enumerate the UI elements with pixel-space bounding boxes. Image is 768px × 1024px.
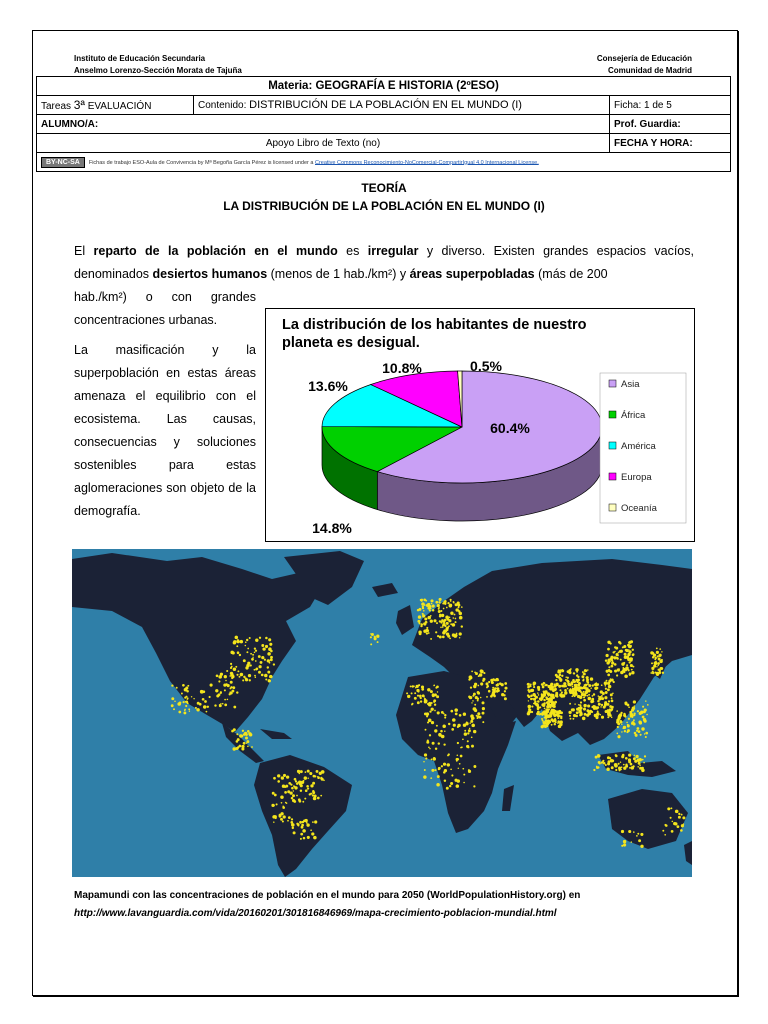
cc-license-icon: BY-NC-SA	[41, 157, 85, 168]
data-label-asia: 60.4%	[490, 420, 530, 436]
map-caption	[74, 887, 694, 923]
tareas-cell: Tareas 3ª EVALUACIÓN	[37, 96, 194, 115]
license-row	[37, 153, 731, 172]
legend-label-europa: Europa	[621, 472, 652, 483]
legend-label-asia: Asia	[621, 379, 640, 390]
school-header	[74, 53, 242, 77]
chart-title-line-1: La distribución de los habitantes de nuestro	[282, 317, 587, 333]
legend-label-oceanía: Oceanía	[621, 503, 657, 514]
date-time-field[interactable]: FECHA Y HORA:	[610, 134, 731, 153]
school-line-1: Instituto de Educación Secundaria	[74, 54, 206, 63]
caption-text: Mapamundi con las concentraciones de población en el mundo para 2050 (WorldPopulationHistory.org) en	[74, 890, 581, 901]
textbook-support-cell: Apoyo Libro de Texto (no)	[37, 134, 610, 153]
license-text: Fichas de trabajo ESO-Aula de Convivencia by Mª Begoña García Pérez is licensed under a	[88, 159, 315, 166]
intro-paragraph: El reparto de la población en el mundo es irregular y diverso. Existen grandes espacios vacíos, denominados desiertos humanos (menos de 1 hab./km²) y áreas superpobladas (más de 200	[74, 244, 694, 281]
data-label-europa: 10.8%	[382, 360, 422, 376]
data-label-oceanía: 0.5%	[470, 358, 502, 374]
legend-swatch-áfrica	[609, 411, 616, 418]
subject-cell: Materia: GEOGRAFÍA E HISTORIA (2ºESO)	[37, 77, 731, 96]
world-map-svg	[72, 549, 692, 877]
license-link[interactable]: Creative Commons Reconocimiento-NoComercial-CompartirIgual 4.0 Internacional License.	[314, 159, 539, 166]
world-population-map	[72, 549, 692, 877]
intro-continuation: hab./km²) o con grandes concentraciones urbanas.	[74, 290, 256, 327]
authority-line-2: Comunidad de Madrid	[608, 66, 692, 75]
data-label-áfrica: 14.8%	[312, 520, 352, 536]
worksheet-header-table	[36, 76, 731, 172]
data-label-américa: 13.6%	[308, 378, 348, 394]
legend-swatch-europa	[609, 473, 616, 480]
teacher-on-duty-field[interactable]: Prof. Guardia:	[610, 115, 731, 134]
contenido-cell: Contenido: DISTRIBUCIÓN DE LA POBLACIÓN EN EL MUNDO (I)	[194, 96, 610, 115]
pie-chart-svg	[266, 309, 694, 541]
masification-paragraph: La masificación y la superpoblación en estas áreas amenaza el equilibrio con el ecosistema. Las causas, consecuencias y soluciones sostenibles para estas aglomeraciones son objeto de la demografía.	[74, 343, 256, 518]
student-name-field[interactable]: ALUMNO/A:	[37, 115, 610, 134]
legend-swatch-américa	[609, 442, 616, 449]
chart-title-line-2: planeta es desigual.	[282, 335, 420, 351]
school-line-2: Anselmo Lorenzo-Sección Morata de Tajuña	[74, 66, 242, 75]
ficha-number-cell: Ficha: 1 de 5	[610, 96, 731, 115]
legend-swatch-asia	[609, 380, 616, 387]
legend-label-américa: América	[621, 441, 656, 452]
population-pie-chart	[265, 308, 695, 542]
theory-heading: TEORÍA	[361, 181, 407, 195]
side-text-column	[74, 286, 256, 523]
caption-url[interactable]: http://www.lavanguardia.com/vida/20160201/301816846969/mapa-crecimiento-poblacion-mundial.html	[74, 908, 557, 919]
authority-line-1: Consejería de Educación	[596, 54, 692, 63]
authority-header	[597, 53, 692, 77]
theory-subheading: LA DISTRIBUCIÓN DE LA POBLACIÓN EN EL MUNDO (I)	[223, 199, 545, 213]
legend-swatch-oceanía	[609, 504, 616, 511]
legend-label-áfrica: África	[621, 410, 646, 421]
